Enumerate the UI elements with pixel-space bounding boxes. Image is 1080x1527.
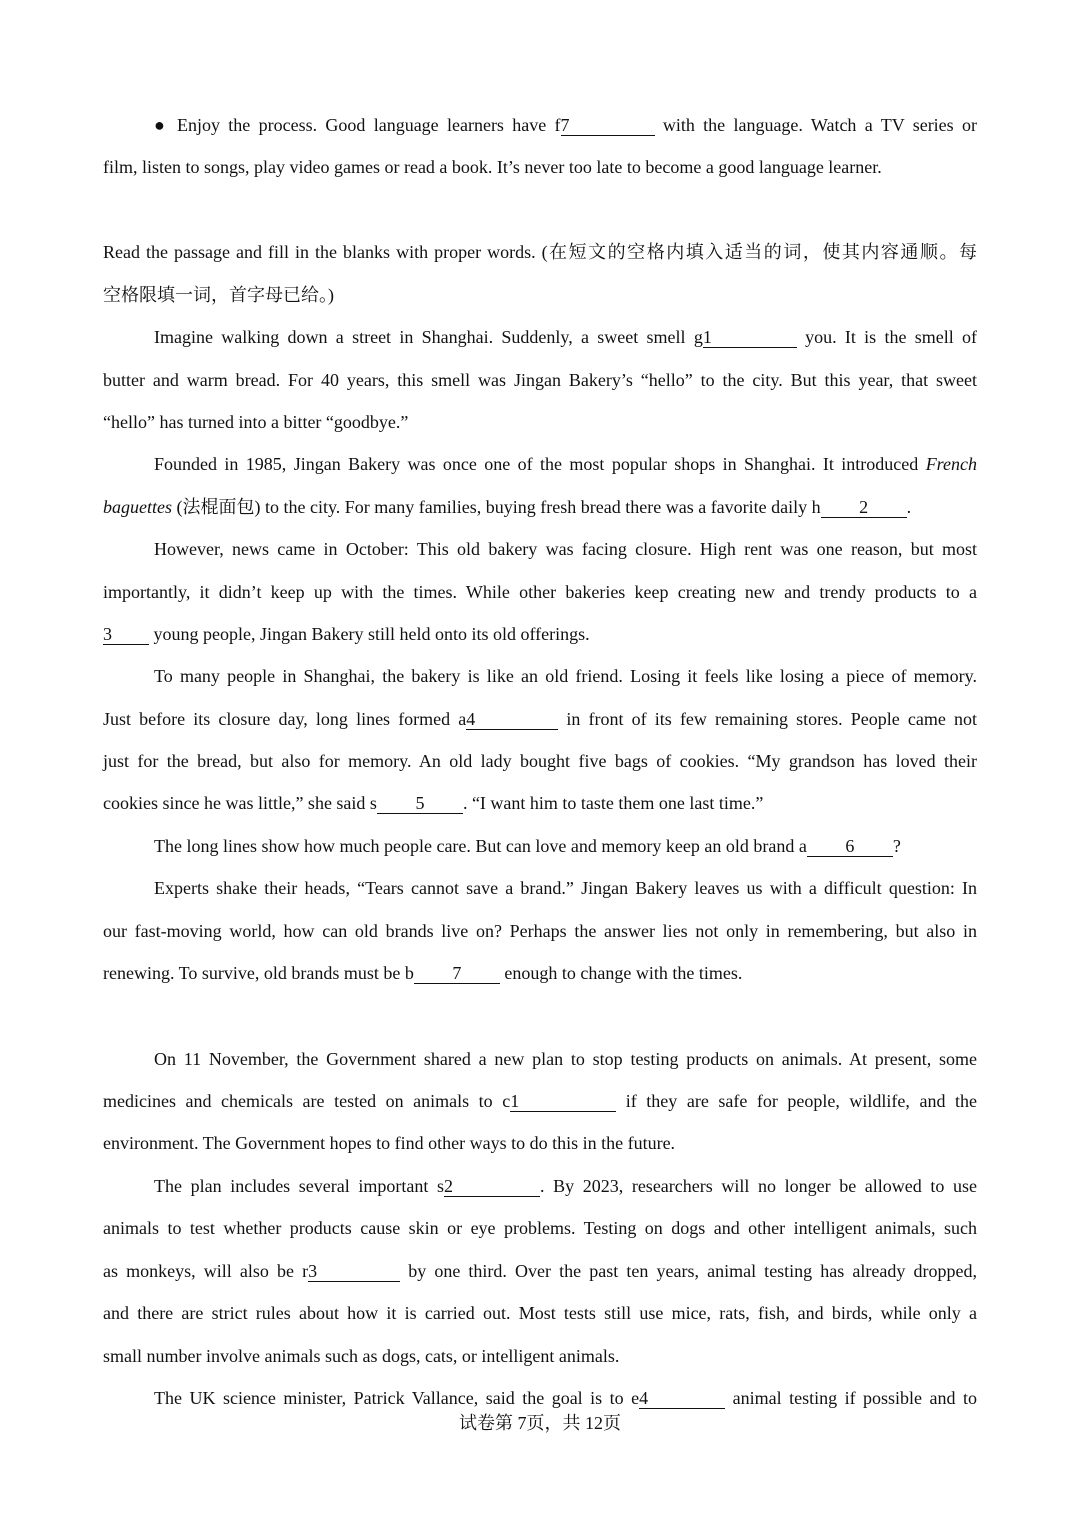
text: ● Enjoy the process. Good language learners have f: [154, 115, 561, 135]
blank-1[interactable]: 1: [703, 327, 797, 348]
animal-p1-line-2: [103, 1090, 977, 1112]
blank-c1[interactable]: 1: [510, 1091, 616, 1112]
text: Founded in 1985, Jingan Bakery was once one of the most popular shops in Shanghai. It introduced: [154, 454, 926, 474]
text: animal testing if possible and to: [725, 1388, 978, 1408]
italic-text: baguettes: [103, 497, 172, 517]
text: if they are safe for people, wildlife, and the: [616, 1091, 977, 1111]
instruction-line-2: 空格限填一词，首字母已给。): [103, 285, 334, 305]
text: renewing. To survive, old brands must be b: [103, 963, 414, 983]
animal-p2-line-2: animals to test whether products cause skin or eye problems. Testing on dogs and other intelligent animals, such: [103, 1218, 977, 1238]
animal-p1-line-3: environment. The Government hopes to find other ways to do this in the future.: [103, 1133, 676, 1153]
animal-p2-line-1: [154, 1175, 977, 1197]
blank-c4[interactable]: 4: [639, 1388, 725, 1409]
text: . By 2023, researchers will no longer be allowed to use: [539, 1176, 977, 1196]
passage-a-line-1: [154, 114, 977, 136]
text: in front of its few remaining stores. People came not: [558, 709, 978, 729]
bakery-p4-line-4: [103, 792, 977, 814]
blank-2[interactable]: 2: [821, 497, 907, 518]
text: you. It is the smell of: [796, 327, 977, 347]
blank-5[interactable]: 5: [377, 793, 463, 814]
italic-text: French: [925, 454, 977, 474]
bakery-p3-line-1: However, news came in October: This old bakery was facing closure. High rent was one reason, but most: [154, 539, 977, 559]
text: cookies since he was little,” she said s: [103, 793, 377, 813]
text: . “I want him to taste them one last time.”: [462, 793, 764, 813]
blank-7[interactable]: 7: [561, 115, 655, 136]
animal-p3-line-1: [154, 1387, 977, 1409]
bakery-p1-line-3: “hello” has turned into a bitter “goodbye.”: [103, 412, 409, 432]
text: .: [906, 497, 912, 517]
animal-p2-line-4: and there are strict rules about how it is carried out. Most tests still use mice, rats, fish, and birds, while only a: [103, 1303, 977, 1323]
text: as monkeys, will also be r: [103, 1261, 309, 1281]
page-footer: 试卷第 7页，共 12页: [459, 1413, 621, 1433]
bakery-p2-line-2: [103, 496, 977, 518]
blank-c3[interactable]: 3: [308, 1261, 400, 1282]
bakery-p2-line-1: [154, 453, 977, 475]
text: ?: [892, 836, 901, 856]
blank-4[interactable]: 4: [466, 709, 558, 730]
bakery-p4-line-3: just for the bread, but also for memory. An old lady bought five bags of cookies. “My grandson has loved their: [103, 751, 977, 771]
bakery-p4-line-1: To many people in Shanghai, the bakery is like an old friend. Losing it feels like losing a piece of memory.: [154, 666, 977, 686]
bakery-p6-line-2: our fast-moving world, how can old brands live on? Perhaps the answer lies not only in remembering, but also in: [103, 921, 977, 941]
bakery-p6-line-1: Experts shake their heads, “Tears cannot save a brand.” Jingan Bakery leaves us with a difficult question: In: [154, 878, 977, 898]
bakery-p3-line-2: importantly, it didn’t keep up with the times. While other bakeries keep creating new and trendy products to a: [103, 582, 977, 602]
bakery-p3-line-3: [103, 623, 977, 645]
text: enough to change with the times.: [499, 963, 743, 983]
instruction-line-1: Read the passage and fill in the blanks with proper words. (在短文的空格内填入适当的词，使其内容通顺。每: [103, 242, 977, 262]
text: Imagine walking down a street in Shanghai. Suddenly, a sweet smell g: [154, 327, 703, 347]
text: by one third. Over the past ten years, animal testing has already dropped,: [400, 1261, 977, 1281]
blank-3[interactable]: 3: [103, 624, 149, 645]
bakery-p5-line-1: [154, 835, 977, 857]
text: (法棍面包) to the city. For many families, buying fresh bread there was a favorite daily h: [172, 497, 821, 517]
blank-c2[interactable]: 2: [444, 1176, 540, 1197]
blank-7b[interactable]: 7: [414, 963, 500, 984]
animal-p1-line-1: On 11 November, the Government shared a new plan to stop testing products on animals. At present, some: [154, 1049, 977, 1069]
animal-p2-line-3: [103, 1260, 977, 1282]
text: young people, Jingan Bakery still held onto its old offerings.: [149, 624, 590, 644]
text: The UK science minister, Patrick Vallance, said the goal is to e: [154, 1388, 640, 1408]
animal-p2-line-5: small number involve animals such as dogs, cats, or intelligent animals.: [103, 1346, 620, 1366]
text: The long lines show how much people care. But can love and memory keep an old brand a: [154, 836, 807, 856]
text: medicines and chemicals are tested on animals to c: [103, 1091, 511, 1111]
passage-a-line-2: film, listen to songs, play video games or read a book. It’s never too late to become a good language learner.: [103, 157, 882, 177]
blank-6[interactable]: 6: [807, 836, 893, 857]
text: Just before its closure day, long lines formed a: [103, 709, 467, 729]
text: The plan includes several important s: [154, 1176, 444, 1196]
text: with the language. Watch a TV series or: [654, 115, 977, 135]
bakery-p6-line-3: [103, 962, 977, 984]
bakery-p1-line-1: [154, 326, 977, 348]
bakery-p1-line-2: butter and warm bread. For 40 years, this smell was Jingan Bakery’s “hello” to the city. But this year, that sweet: [103, 370, 977, 390]
bakery-p4-line-2: [103, 708, 977, 730]
